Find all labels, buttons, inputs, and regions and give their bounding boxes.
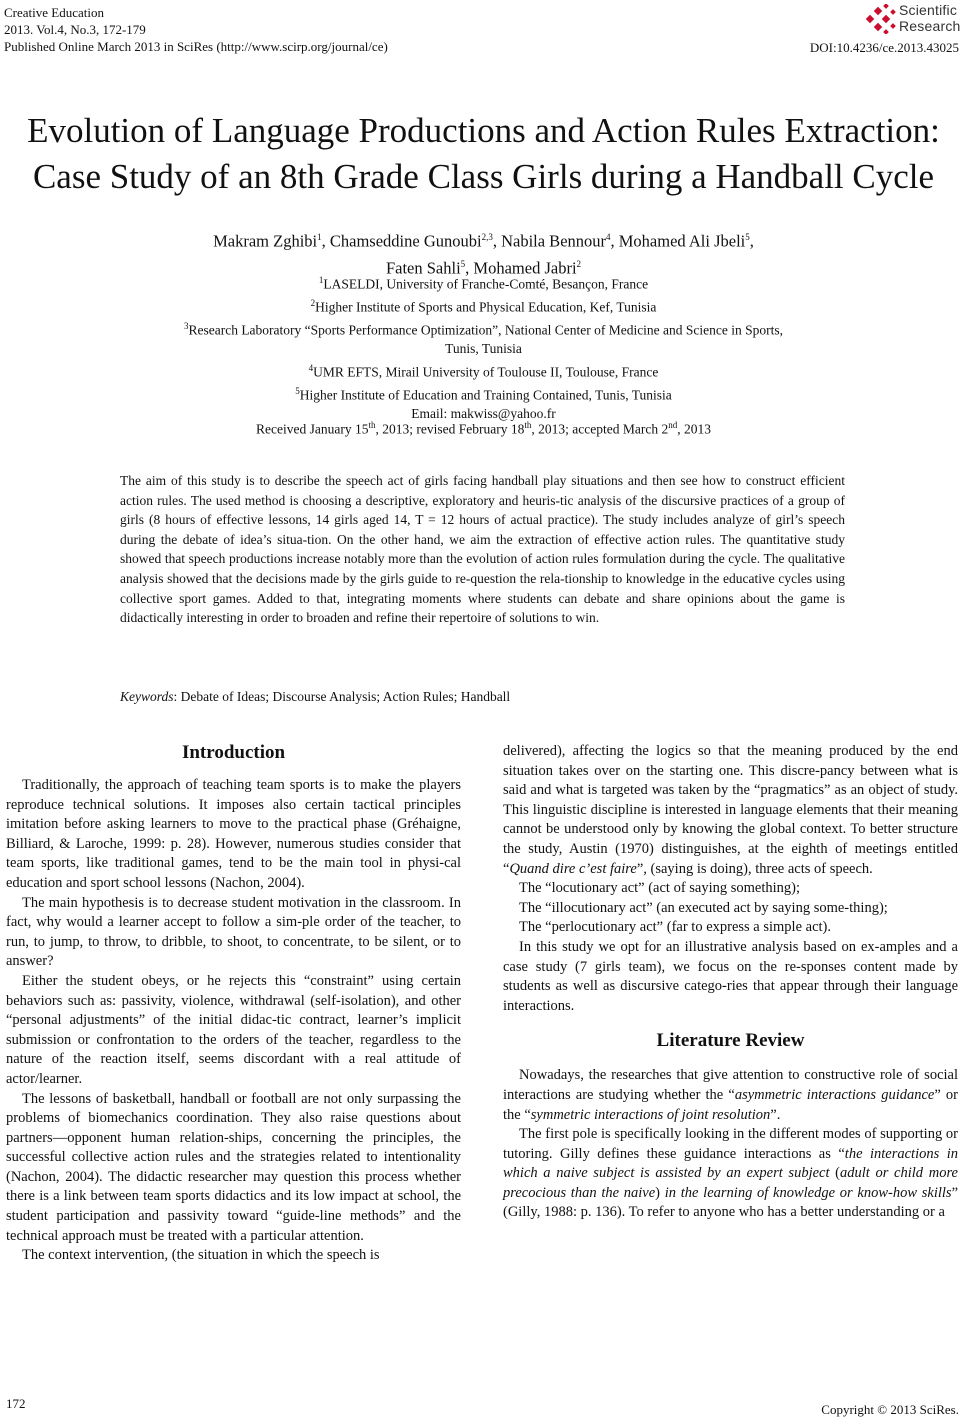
section-heading-introduction: Introduction xyxy=(181,742,286,763)
paragraph: In this study we opt for an illustrative analysis based on ex-amples and a case study (7 girls team), we focus on the re-sponses content made by students as well as discursive catego-ries that appear through their language interactions. xyxy=(503,938,958,1014)
left-column xyxy=(6,742,461,1266)
paragraph: Traditionally, the approach of teaching team sports is to make the players reproduce technical solutions. It imposes also certain tactical principles imitation before asking learners to move to the practical phase (Gréhaigne, Billiard, & Laroche, 1999: p. 28). However, numerous studies consider that team sports, like traditional games, tend to be the main tool in physi-cal education and sport school lessons (Nachon, 2004). xyxy=(6,777,461,891)
affiliation: $^2$Higher Institute of Sports and Physical Education, Kef, Tunisia xyxy=(310,298,657,315)
keywords-label: Keywords xyxy=(120,689,174,704)
paragraph: The context intervention, (the situation in which the speech is xyxy=(22,1247,380,1264)
affiliation: $^3$Research Laboratory “Sports Performance Optimization”, National Center of Medicine and Science in Sports, xyxy=(183,321,784,338)
author-affil-sup: 2,3 xyxy=(481,232,493,242)
copyright: Copyright © 2013 SciRes. xyxy=(821,1402,959,1417)
logo-line-1: Scientific xyxy=(899,2,958,18)
paragraph: The “illocutionary act” (an executed act by saying some-thing); xyxy=(519,899,888,916)
keywords-list: : Debate of Ideas; Discourse Analysis; Action Rules; Handball xyxy=(173,689,511,704)
journal-header xyxy=(4,4,388,55)
paragraph: The main hypothesis is to decrease student motivation in the classroom. In fact, why would a learner accept to follow a sim-ple order of the teacher, to run, to jump, to throw, to dribble, to shoot, to concentrate, to be silent, or to answer? xyxy=(6,894,461,970)
author-affil-sup: 2 xyxy=(576,258,582,269)
title-line-1: Evolution of Language Productions and Action Rules Extraction: xyxy=(27,111,940,150)
affiliations xyxy=(100,271,867,423)
title-line-2: Case Study of an 8th Grade Class Girls during a Handball Cycle xyxy=(32,157,935,196)
right-column xyxy=(503,742,958,1223)
journal-volume: 2013. Vol.4, No.3, 172-179 xyxy=(4,22,146,37)
section-heading-literature-review: Literature Review xyxy=(656,1030,805,1052)
scientific-research-logo-icon xyxy=(865,4,899,34)
paper-title xyxy=(0,108,967,200)
publisher-logo xyxy=(865,2,963,38)
author: Faten Sahli xyxy=(385,258,461,277)
author: , Chamseddine Gunoubi xyxy=(321,231,482,251)
author-affil-sup: 1 xyxy=(317,232,322,242)
paragraph: delivered), affecting the logics so that the meaning produced by the end situation takes over on the starting one. This discre-pancy between what is said and what is targeted was taken by the “pragmatics” as an object of study. This linguistic discipline is interested in language elements that their meaning cannot be understood only by knowing the global context. To better structure the study, Austin (1970) distinguishes, at the eighth of meetings entitled “Quand dire c’est faire”, (saying is doing), three acts of speech. xyxy=(503,743,958,877)
doi: DOI:10.4236/ce.2013.43025 xyxy=(809,40,959,55)
page-number: 172 xyxy=(6,1396,26,1411)
affiliation-cont: Tunis, Tunisia xyxy=(445,341,522,356)
author-affil-sup: 5 xyxy=(745,232,750,242)
paragraph: The “perlocutionary act” (far to express a simple act). xyxy=(519,919,832,936)
author-affil-sup: 5 xyxy=(460,258,466,269)
paragraph: Nowadays, the researches that give attention to constructive role of social interactions are studying whether the “asymmetric interactions guidance” or the “symmetric interactions of joint resolution”. xyxy=(503,1067,958,1123)
affiliation: $^5$Higher Institute of Education and Training Contained, Tunis, Tunisia xyxy=(295,385,672,402)
logo-text xyxy=(899,2,961,34)
abstract: The aim of this study is to describe the speech act of girls facing handball play situations and then see how to construct efficient action rules. The used method is choosing a descriptive, exploratory and heuris-tic analysis of the discursive practices of a group of girls (8 hours of effective lessons, 14 girls aged 14, T = 12 hours of actual practice). The study includes analyze of girl’s speech during the debate of idea’s situa-tion. On the other hand, we aim the extraction of effective action rules. The quantitative study showed that speech productions increase notably more than the evolution of action rules formulation during the cycle. The qualitative analysis showed that the decisions made by the girls guide to re-question the rela-tionship to knowledge in the educative cycles using collective sport games. Added to that, integrating moments where students can debate and share opinions about the game is didactically interesting in order to broaden and refine their repertoire of solutions to win. xyxy=(120,473,845,626)
logo-line-2: Research xyxy=(899,18,961,34)
author: , Nabila Bennour xyxy=(492,231,607,251)
contact-email: Email: makwiss@yahoo.fr xyxy=(411,405,556,421)
paragraph: The first pole is specifically looking in the different modes of supporting or tutoring. Gilly defines these guidance interactions as “the interactions in which a naive subject is assisted by an expert subject (adult or child more precocious than the naive) in the learning of knowledge or know-how skills” (Gilly, 1988: p. 136). To refer to anyone who has a better understanding or a xyxy=(503,1126,958,1221)
author: Makram Zghibi xyxy=(213,231,318,251)
affiliation: $^4$UMR EFTS, Mirail University of Toulouse II, Toulouse, France xyxy=(308,362,659,379)
paragraph: Either the student obeys, or he rejects this “constraint” using certain behaviors such as: passivity, violence, withdrawal (self-isolation), and other “personal adjustments” of the initial didac-tic contract, learner’s implicit submission or confrontation to the orders of the teacher, regardless to the nature of the reaction itself, seems discordant with a real attitude of actor/learner. xyxy=(6,972,461,1087)
received-dates: Received January 15th, 2013; revised February 18th, 2013; accepted March 2nd, 2013 xyxy=(256,420,711,437)
author: , Mohamed Jabri xyxy=(465,258,577,277)
affiliation: $^1$LASELDI, University of Franche-Comté, Besançon, France xyxy=(318,275,649,292)
paragraph: The “locutionary act” (act of saying something); xyxy=(519,880,801,897)
journal-name: Creative Education xyxy=(4,5,104,20)
author: , Mohamed Ali Jbeli xyxy=(610,231,746,251)
author-affil-sup: 4 xyxy=(606,232,611,242)
publication-info: Published Online March 2013 in SciRes (http://www.scirp.org/journal/ce) xyxy=(4,39,388,54)
author-sep: , xyxy=(749,231,754,251)
keywords xyxy=(120,689,845,705)
paragraph: The lessons of basketball, handball or football are not only surpassing the problems of biomechanics coordination. They also raise questions about partners—opponent human relation-ships, concerning the principles, the successful collective action rules and the strategies related to intentionality (Nachon, 2004). The didactic researcher may question this process whether there is a link between team sports didactics and its low impact at school, the student participation and passivity toward “guide-line methods” and the technical approach must be treated with a particular attention. xyxy=(6,1090,461,1244)
